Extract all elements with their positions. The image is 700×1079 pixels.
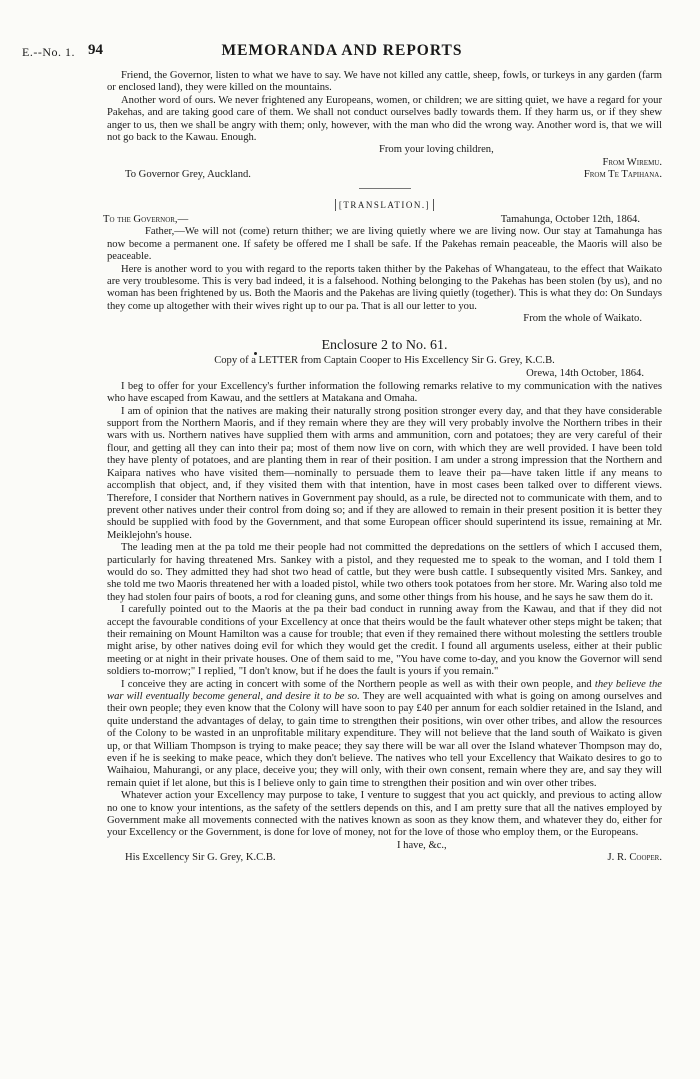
letter-title: Copy of a LETTER from Captain Cooper to His Excellency Sir G. Grey, K.C.B. bbox=[214, 355, 555, 367]
paragraph: Another word of ours. We never frightened any Europeans, women, or children; we are sitting quiet, we have a regard for your Pakehas, and are taking good care of them. We shall not conduct ourselves badly towards them. If they harm us, or if they shew anger to us, then we shall be angry with them; only, however, with the man who did the wrong way. Another word is, that we will not go back to the Kawau. Enough. bbox=[107, 94, 662, 144]
section-divider bbox=[359, 188, 411, 189]
translation bbox=[103, 214, 662, 326]
emphasis: they believe the war will eventually become general, and desire it to be so. bbox=[107, 678, 663, 703]
paragraph: Father,—We will not (come) return thither; we are living quietly where we are living now. Our stay at Tamahunga has now become a permanent one. If safety be offered me I shall be safe. If the Pakehas remain peaceable, the Maoris will also be peaceable. bbox=[107, 226, 662, 263]
paragraph: The leading men at the pa told me their people had not committed the depredations on the settlers of which I accused them, particularly for having threatened Mrs. Sankey with a pistol, and they requested me to speak to the woman, and I told them I would do so. They admitted they had shot two head of cattle, but they were bush cattle. I subsequently visited Mrs. Sankey, and she told me two Maoris threatened her with a loaded pistol, while two others took potatoes from her store. Mr. Waring also told me they had stolen four pairs of boots, a rod for cleaning guns, and some other things from his house, and he says he saw them do it. bbox=[107, 542, 663, 603]
salutation: To the Governor,— bbox=[103, 214, 189, 226]
enclosure-heading: Enclosure 2 to No. 61. bbox=[321, 337, 448, 353]
document-body bbox=[103, 70, 663, 865]
addressee: His Excellency Sir G. Grey, K.C.B. bbox=[125, 852, 276, 864]
document-reference: E.--No. 1. bbox=[22, 45, 75, 59]
signatory: From the whole of Waikato. bbox=[523, 313, 642, 325]
signatory: From Te Tapihana. bbox=[583, 169, 662, 181]
signatory: J. R. Cooper. bbox=[607, 852, 662, 864]
text-run: They are well acquainted with what is going on among ourselves and their own people; they even know that the Colony will have soon to pay £40 per annum for each soldier retained in the Island, and quite understand the advantages of delay, to gain time to strengthen their positions, win over other tribes, and allow the resources of the Colony to be wasted in an unprofitable military expenditure. They will not believe that the land south of Waikato is given up, or that William Thompson is trying to make peace; they say there will be war all over the Island whatever Thompson may do, even if he is seeking to make peace, which they don't believe. The natives who tell your Excellency that Waikato desires to go to Waihaiou, Mahurangi, or any place, deceive you; they will only, with their own consent, remain where they are, and say they will remain quiet if let alone, but this is I believe only to gain time to strengthen their position and win over other tribes. bbox=[107, 691, 662, 789]
enclosure-letter bbox=[107, 381, 662, 865]
paragraph: I beg to offer for your Excellency's further information the following remarks relative to my communication with the natives who have escaped from Kawau, and the settlers at Matakana and Omaha. bbox=[107, 380, 662, 405]
translation-heading: [TRANSLATION.] bbox=[335, 199, 434, 211]
paragraph: Friend, the Governor, listen to what we have to say. We have not killed any cattle, sheep, fowls, or turkeys in any garden (farm or enclosed land), they were killed on the mountains. bbox=[107, 70, 662, 94]
page-header bbox=[22, 42, 662, 64]
addressee: To Governor Grey, Auckland. bbox=[125, 169, 251, 181]
signatory: From Wiremu. bbox=[602, 156, 662, 168]
closing: From your loving children, bbox=[379, 144, 494, 156]
place-date: Tamahunga, October 12th, 1864. bbox=[500, 214, 640, 226]
page-number: 94 bbox=[88, 42, 103, 58]
paragraph bbox=[107, 679, 662, 791]
paragraph: I carefully pointed out to the Maoris at the pa their bad conduct in running away from the Kawau, and that if they did not accept the favourable conditions of your Excellency at once that theirs would be the fault whatever other steps might be taken; that their remaining on Mount Hamilton was a cause for trouble; that even if they remained there without molesting the settlers trouble might arise, by other natives doing evil for which they would get the credit. I found all arguments useless, either at their public meeting or at night in their private houses. One of them said to me, "You have come to-day, and you know the Governor will send soldiers to-morrow;" I replied, "I don't know, but if he does the fault is yours if you remain." bbox=[107, 604, 662, 678]
text-run: I conceive they are acting in concert with some of the Northern people as well as with their own people, and bbox=[121, 678, 595, 690]
paragraph: Whatever action your Excellency may purpose to take, I venture to suggest that you act quickly, and previous to acting allow no one to know your intentions, as the safety of the settlers depends on this, and I am pretty sure that all the natives employed by Government make all movements connected with the natives known as soon as they know them, and whatever they do, either for your Excellency or the Government, is done for love of money, not for the love of those who employ them, or the Europeans. bbox=[107, 790, 662, 839]
running-title: MEMORANDA AND REPORTS bbox=[221, 42, 463, 59]
letter-maori-original bbox=[107, 70, 662, 182]
paragraph: Here is another word to you with regard to the reports taken thither by the Pakehas of Whangateau, to the effect that Waikato are very troublesome. This is very bad indeed, it is a falsehood. Nothing belonging to the Pakehas has been stolen (by us), and no woman has been frightened by us. Both the Maoris and the Pakehas are living quietly (together). This is what they do: On Sundays they come up altogether with their wives right up to our pa. That is all our letter to you. bbox=[107, 263, 662, 312]
paragraph: I am of opinion that the natives are making their naturally strong position stronger every day, and that they have considerable support from the Northern Maoris, and if they remain where they are they will very probably involve the Northern tribes in their wars with us. Northern natives have supplied them with arms and ammunition, corn and potatoes; they are very careful of their flour, and getting all they can into their pa; most of them now live on corn, with which they are well provided. I have been told they have plenty of potatoes, and are planting them in rear of their position. I am under a strong impression that the Northern and Kaipara natives who have visited them—nominally to persuade them to leave their pa—have taken little if any means to accomplish that object, and, if they visited them with that intention, have in most cases been talked over to different views. Therefore, I consider that Northern natives in Government pay should, as a rule, be directed not to communicate with them, and to prevent other natives under their control from doing so; and if they are allowed to remain in their present position it is better they should be supplied with food by the Government, and that some European officer should superintend its issue, remaining at Mr. Meiklejohn's house. bbox=[107, 405, 662, 541]
place-date: Orewa, 14th October, 1864. bbox=[526, 368, 644, 380]
closing: I have, &c., bbox=[397, 839, 447, 851]
